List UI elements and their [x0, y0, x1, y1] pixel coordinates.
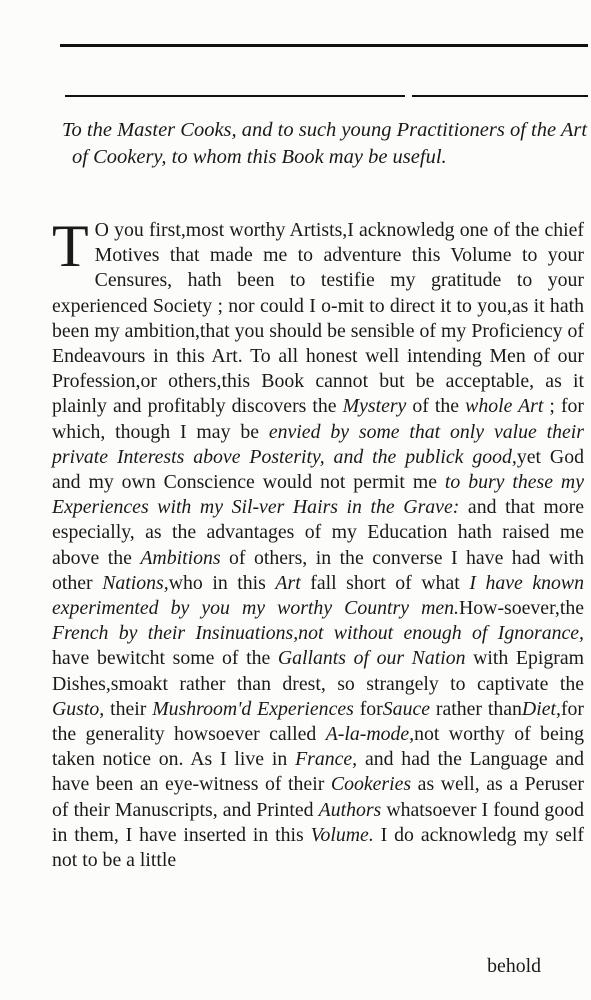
italic-phrase: whole Art [465, 395, 544, 418]
italic-phrase: A-la-mode, [325, 723, 415, 746]
text-run: with Epigram Dishes,smoakt rather than drest, so strangely to captivate the [52, 647, 584, 695]
italic-phrase: France, [295, 748, 358, 771]
text-run: rather than [430, 697, 522, 720]
text-run: for [353, 697, 383, 720]
italic-phrase: Volume. [310, 823, 374, 846]
italic-phrase: to bury these my Experiences with my Sil-ver Hairs in the Grave: [52, 471, 584, 519]
text-run: How-soever,the [459, 597, 584, 620]
text-run: whatsoever I found good in them, I have inserted in this [52, 798, 584, 846]
italic-phrase: Nations, [102, 571, 169, 594]
italic-phrase: envied by some that only value their private Interests above Posterity, and the publick good, [52, 420, 584, 468]
italic-phrase: French by their Insinuations,not without enough of Ignorance, [52, 622, 584, 645]
catchword: behold [487, 955, 541, 977]
text-run: their [104, 697, 153, 720]
text-run: for the generality howsoever called [52, 697, 585, 746]
dedication-heading: To the Master Cooks, and to such young Practitioners of the Art of Cookery, to whom this Book may be useful. [62, 119, 588, 168]
text-run: not worthy of being taken notice on. As I live in [52, 723, 584, 771]
header-rule-right [412, 95, 588, 97]
text-run: and had the Language and have been an eye-witness of their [52, 748, 584, 796]
italic-phrase: Cookeries [330, 773, 412, 796]
italic-phrase: I have known experimented by you my worthy Country men. [52, 571, 585, 620]
italic-phrase: Ambitions [140, 546, 221, 569]
body-paragraph [52, 213, 585, 873]
body-text-segments [52, 213, 585, 872]
italic-phrase: Mushroom'd Experiences [152, 697, 354, 720]
text-run: I do acknowledg my self not to be a little [52, 823, 585, 872]
text-run: of the [406, 395, 466, 418]
text-run: who in this [168, 571, 276, 594]
text-run: ; for which, though I may be [52, 395, 585, 443]
italic-phrase: Authors [318, 798, 382, 821]
text-run: have bewitcht some of the [52, 647, 278, 670]
italic-phrase: Art [275, 571, 301, 594]
italic-phrase: Gusto, [52, 697, 105, 720]
text-run: of others, in the converse I have had with other [52, 546, 584, 594]
italic-phrase: Gallants of our Nation [277, 647, 466, 670]
header-rule-top [60, 44, 588, 47]
italic-phrase: Mystery [342, 395, 407, 418]
italic-phrase: Sauce [382, 697, 431, 720]
drop-cap: T [52, 213, 89, 279]
text-run: yet God and my own Conscience would not permit me [52, 445, 585, 494]
header-rule-left [65, 95, 405, 97]
italic-phrase: Diet, [521, 697, 561, 720]
text-run: fall short of what [300, 571, 470, 594]
text-run: as well, as a Peruser of their Manuscripts, and Printed [52, 773, 584, 821]
text-run: and that more especially, as the advantages of my Education hath raised me above the [52, 496, 584, 569]
text-run: O you first,most worthy Artists,I acknowledg one of the chief Motives that made me to adventure this Volume to your Censures, hath been to testifie my gratitude to your experienced Society ; nor could I o-mit to direct it to you,as it hath been my ambition,that you should be sensible of my Proficiency of Endeavours in this Art. To all honest well intending Men of our Profession,or others,this Book cannot but be acceptable, as it plainly and profitably discovers the [52, 219, 584, 418]
